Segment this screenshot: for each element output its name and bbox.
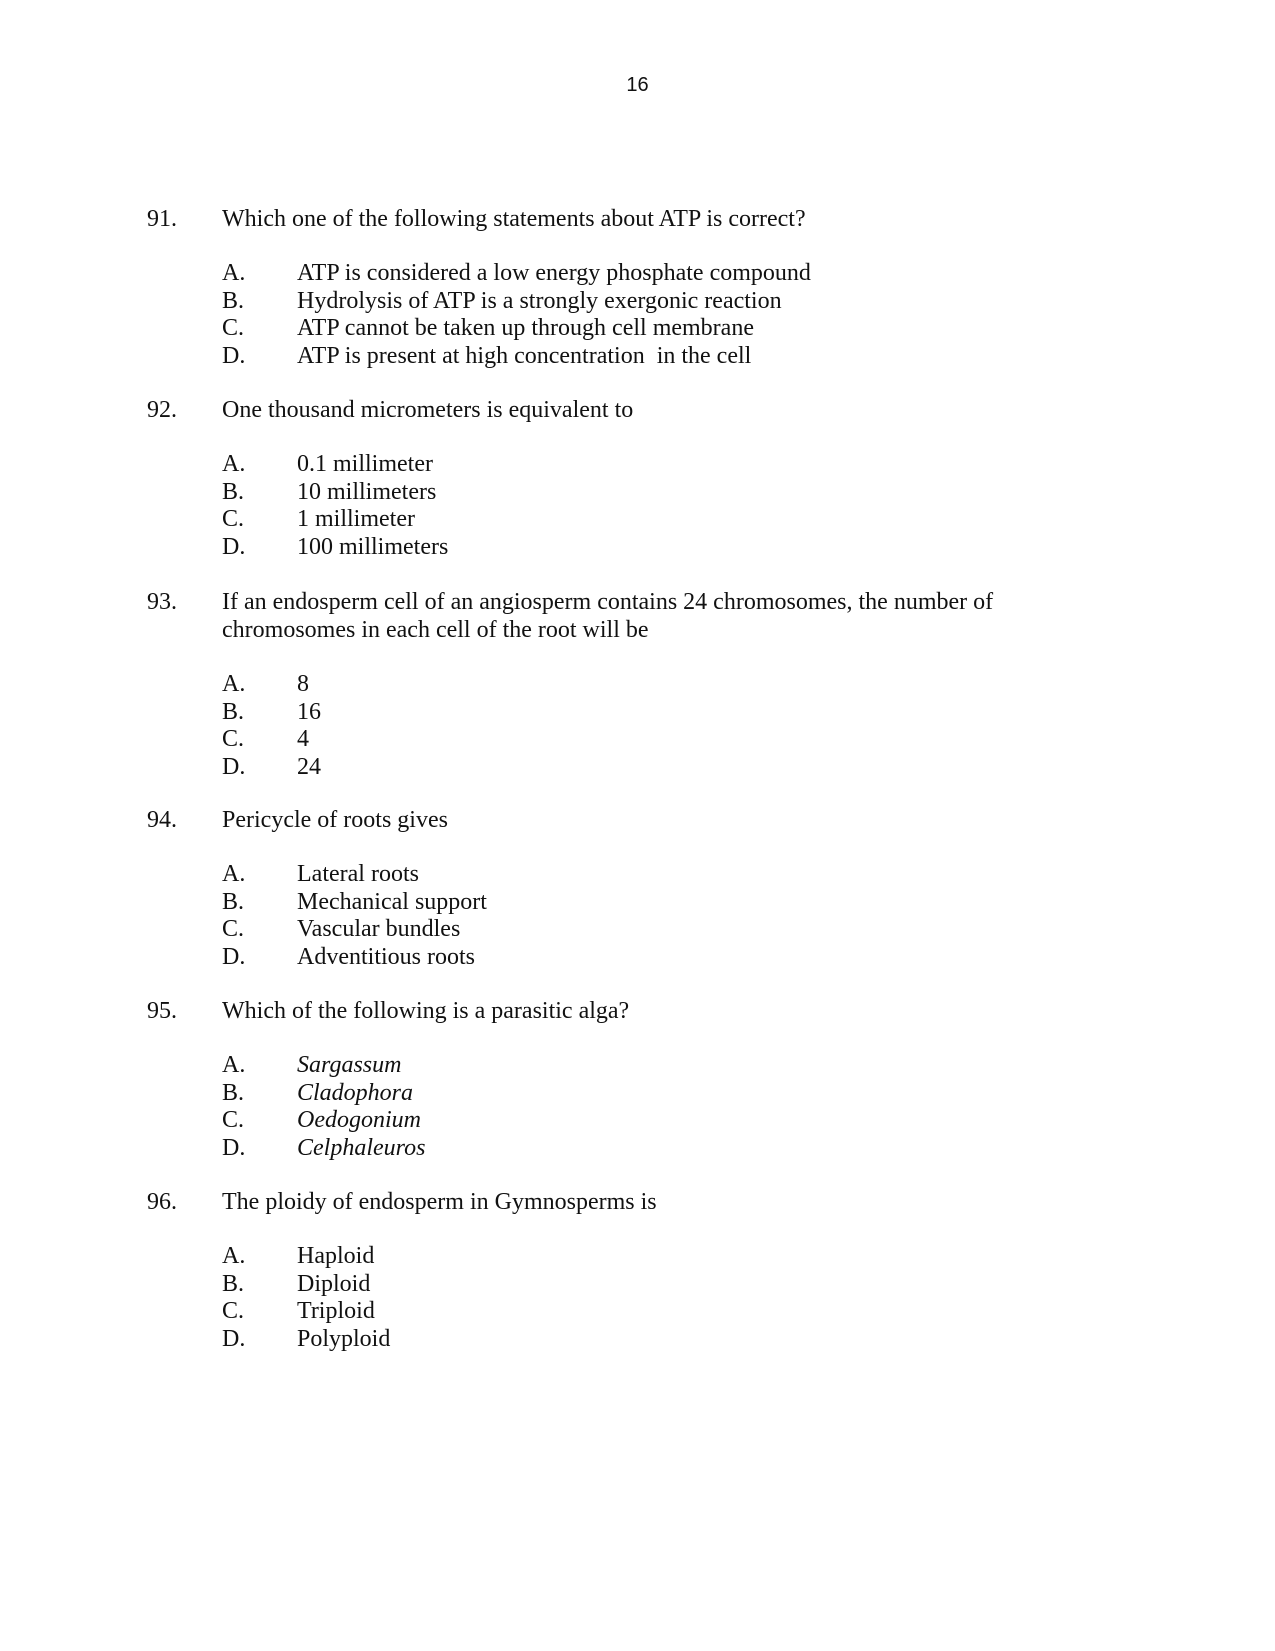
question-text: Which one of the following statements about ATP is correct? <box>222 206 806 232</box>
option-letter: B. <box>222 698 245 725</box>
option-text: 16 <box>297 698 321 725</box>
question-91 <box>147 205 1147 370</box>
option-c <box>222 1298 1147 1326</box>
option-letter: D. <box>222 1134 246 1161</box>
option-b <box>222 699 1147 727</box>
options-list <box>222 1052 1147 1162</box>
option-text: Diploid <box>297 1270 371 1297</box>
question-95 <box>147 997 1147 1162</box>
option-letter: D. <box>222 1325 246 1352</box>
option-text: 0.1 millimeter <box>297 451 433 477</box>
question-header <box>147 1188 1147 1216</box>
option-letter: B. <box>222 1270 245 1297</box>
option-text: Adventitious roots <box>297 943 475 970</box>
question-94 <box>147 806 1147 971</box>
question-header <box>147 205 1147 233</box>
question-header <box>147 588 1147 644</box>
option-text: 10 millimeters <box>297 478 437 505</box>
option-c <box>222 506 1147 534</box>
option-b <box>222 288 1147 316</box>
option-text: Triploid <box>297 1298 375 1324</box>
option-text: Vascular bundles <box>297 916 461 942</box>
option-text: 4 <box>297 726 309 752</box>
options-list <box>222 861 1147 971</box>
option-a <box>222 1243 1147 1271</box>
question-text: Pericycle of roots gives <box>222 807 448 833</box>
option-text: Cladophora <box>297 1079 414 1106</box>
question-number: 96. <box>147 1189 177 1215</box>
option-b <box>222 889 1147 917</box>
option-letter: B. <box>222 888 245 915</box>
question-number: 94. <box>147 807 177 833</box>
option-letter: C. <box>222 1107 245 1133</box>
question-number: 91. <box>147 206 177 232</box>
option-letter: D. <box>222 943 246 970</box>
question-96 <box>147 1188 1147 1353</box>
option-a <box>222 260 1147 288</box>
option-text: 100 millimeters <box>297 533 449 560</box>
option-letter: A. <box>222 260 246 286</box>
option-text: Polyploid <box>297 1325 391 1352</box>
question-93 <box>147 588 1147 781</box>
option-letter: C. <box>222 506 245 532</box>
question-header <box>147 396 1147 424</box>
option-letter: D. <box>222 342 246 369</box>
question-number: 92. <box>147 397 177 423</box>
question-header <box>147 997 1147 1025</box>
option-letter: C. <box>222 1298 245 1324</box>
question-text: Which of the following is a parasitic alga? <box>222 998 630 1024</box>
option-d <box>222 1135 1147 1163</box>
option-text: Haploid <box>297 1243 375 1269</box>
option-d <box>222 754 1147 782</box>
option-b <box>222 1080 1147 1108</box>
option-b <box>222 1271 1147 1299</box>
option-letter: C. <box>222 726 245 752</box>
option-text: 8 <box>297 671 309 697</box>
option-letter: D. <box>222 753 246 780</box>
options-list <box>222 671 1147 781</box>
option-letter: A. <box>222 1052 246 1078</box>
option-letter: B. <box>222 478 245 505</box>
option-c <box>222 1107 1147 1135</box>
option-letter: A. <box>222 671 246 697</box>
option-text: 24 <box>297 753 321 780</box>
option-text: ATP is considered a low energy phosphate compound <box>297 260 811 286</box>
option-letter: A. <box>222 861 246 887</box>
page-number: 16 <box>626 74 649 96</box>
option-d <box>222 944 1147 972</box>
option-text: Hydrolysis of ATP is a strongly exergonic reaction <box>297 287 782 314</box>
question-text: If an endosperm cell of an angiosperm contains 24 chromosomes, the number of chromosomes in each cell of the root will be <box>222 589 994 643</box>
question-92 <box>147 396 1147 561</box>
option-a <box>222 671 1147 699</box>
option-text: 1 millimeter <box>297 506 415 532</box>
option-c <box>222 726 1147 754</box>
option-d <box>222 534 1147 562</box>
question-text: One thousand micrometers is equivalent to <box>222 397 634 423</box>
option-letter: C. <box>222 315 245 341</box>
option-text: Oedogonium <box>297 1107 421 1133</box>
question-number: 93. <box>147 589 177 615</box>
option-d <box>222 1326 1147 1354</box>
options-list <box>222 451 1147 561</box>
option-text: ATP is present at high concentration in the cell <box>297 342 752 369</box>
option-text: Celphaleuros <box>297 1134 426 1161</box>
options-list <box>222 1243 1147 1353</box>
option-c <box>222 315 1147 343</box>
option-text: ATP cannot be taken up through cell membrane <box>297 315 754 341</box>
options-list <box>222 260 1147 370</box>
option-letter: B. <box>222 287 245 314</box>
option-letter: D. <box>222 533 246 560</box>
option-d <box>222 343 1147 371</box>
option-text: Lateral roots <box>297 861 419 887</box>
option-b <box>222 479 1147 507</box>
question-header <box>147 806 1147 834</box>
option-a <box>222 451 1147 479</box>
option-text: Sargassum <box>297 1052 402 1078</box>
option-a <box>222 861 1147 889</box>
option-letter: A. <box>222 451 246 477</box>
option-letter: C. <box>222 916 245 942</box>
question-number: 95. <box>147 998 177 1024</box>
option-c <box>222 916 1147 944</box>
question-text: The ploidy of endosperm in Gymnosperms is <box>222 1189 657 1215</box>
option-letter: A. <box>222 1243 246 1269</box>
option-a <box>222 1052 1147 1080</box>
option-letter: B. <box>222 1079 245 1106</box>
option-text: Mechanical support <box>297 888 487 915</box>
